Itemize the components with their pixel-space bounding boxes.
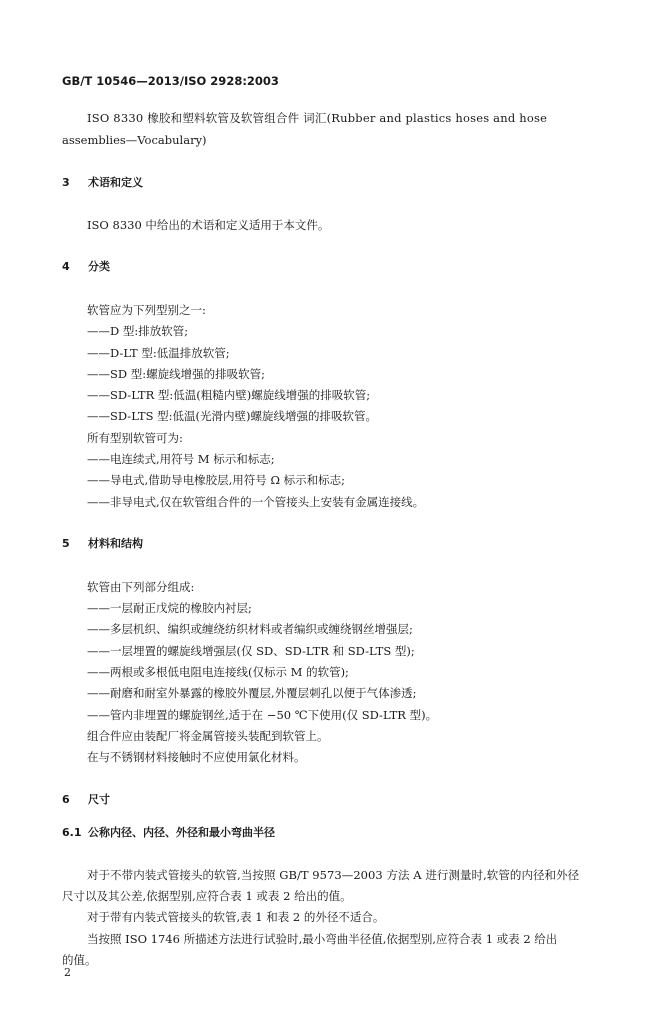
section-3-title: 术语和定义	[88, 176, 143, 189]
list-item: ——管内非埋置的螺旋钢丝,适于在 −50 ℃下使用(仅 SD-LTR 型)。	[87, 708, 438, 722]
list-item: ——D-LT 型:低温排放软管;	[87, 346, 230, 360]
section-6-1-p2: 对于带有内装式管接头的软管,表 1 和表 2 的外径不适合。	[87, 910, 385, 924]
list-item: ——耐磨和耐室外暴露的橡胶外覆层,外覆层刺孔以便于气体渗透;	[87, 686, 417, 700]
list-item: ——SD-LTR 型:低温(粗糙内壁)螺旋线增强的排吸软管;	[87, 388, 371, 402]
reference-line-1: ISO 8330 橡胶和塑料软管及软管组合件 词汇(Rubber and plastics hoses and hose	[87, 111, 548, 125]
section-6-1-title: 公称内径、内径、外径和最小弯曲半径	[88, 826, 275, 839]
section-5-paragraph-2: 在与不锈钢材料接触时不应使用氯化材料。	[87, 750, 306, 764]
section-4-number: 4	[62, 260, 70, 273]
list-item: ——导电式,借助导电橡胶层,用符号 Ω 标示和标志;	[87, 473, 346, 487]
section-5-heading	[62, 537, 143, 551]
list-item: ——非导电式,仅在软管组合件的一个管接头上安装有金属连接线。	[87, 495, 425, 509]
section-6-1-heading	[62, 826, 275, 840]
section-3-heading	[62, 176, 143, 190]
section-4-intro-2: 所有型别软管可为:	[87, 431, 183, 445]
section-3-number: 3	[62, 176, 70, 189]
page-number: 2	[64, 966, 71, 979]
list-item: ——电连续式,用符号 M 标示和标志;	[87, 452, 275, 466]
section-5-intro: 软管由下列部分组成:	[87, 580, 195, 594]
list-item: ——多层机织、编织或缠绕纺织材料或者编织或缠绕钢丝增强层;	[87, 622, 413, 636]
section-5-paragraph-1: 组合件应由装配厂将金属管接头装配到软管上。	[87, 729, 329, 743]
section-6-1-p3-line-2: 的值。	[62, 953, 97, 967]
section-3-paragraph: ISO 8330 中给出的术语和定义适用于本文件。	[87, 218, 330, 232]
list-item: ——D 型:排放软管;	[87, 324, 189, 338]
section-6-1-p1-line-2: 尺寸以及其公差,依据型别,应符合表 1 或表 2 给出的值。	[62, 889, 352, 903]
section-4-title: 分类	[88, 260, 110, 273]
section-6-1-p1-line-1: 对于不带内装式管接头的软管,当按照 GB/T 9573—2003 方法 A 进行测量时,软管的内径和外径	[87, 868, 580, 882]
list-item: ——SD 型:螺旋线增强的排吸软管;	[87, 367, 266, 381]
section-6-title: 尺寸	[88, 793, 110, 806]
reference-line-2: assemblies—Vocabulary)	[62, 133, 207, 147]
section-6-1-number: 6.1	[62, 826, 82, 839]
list-item: ——SD-LTS 型:低温(光滑内壁)螺旋线增强的排吸软管。	[87, 409, 377, 423]
list-item: ——一层耐正戊烷的橡胶内衬层;	[87, 601, 252, 615]
list-item: ——一层埋置的螺旋线增强层(仅 SD、SD-LTR 和 SD-LTS 型);	[87, 644, 415, 658]
section-5-title: 材料和结构	[88, 537, 143, 550]
section-6-heading	[62, 793, 110, 807]
section-4-heading	[62, 260, 110, 274]
section-5-number: 5	[62, 537, 70, 550]
list-item: ——两根或多根低电阻电连接线(仅标示 M 的软管);	[87, 665, 349, 679]
section-6-1-p3-line-1: 当按照 ISO 1746 所描述方法进行试验时,最小弯曲半径值,依据型别,应符合表 1 或表 2 给出	[87, 932, 558, 946]
section-4-intro: 软管应为下列型别之一:	[87, 303, 206, 317]
standard-header: GB/T 10546—2013/ISO 2928:2003	[62, 74, 279, 88]
section-6-number: 6	[62, 793, 70, 806]
